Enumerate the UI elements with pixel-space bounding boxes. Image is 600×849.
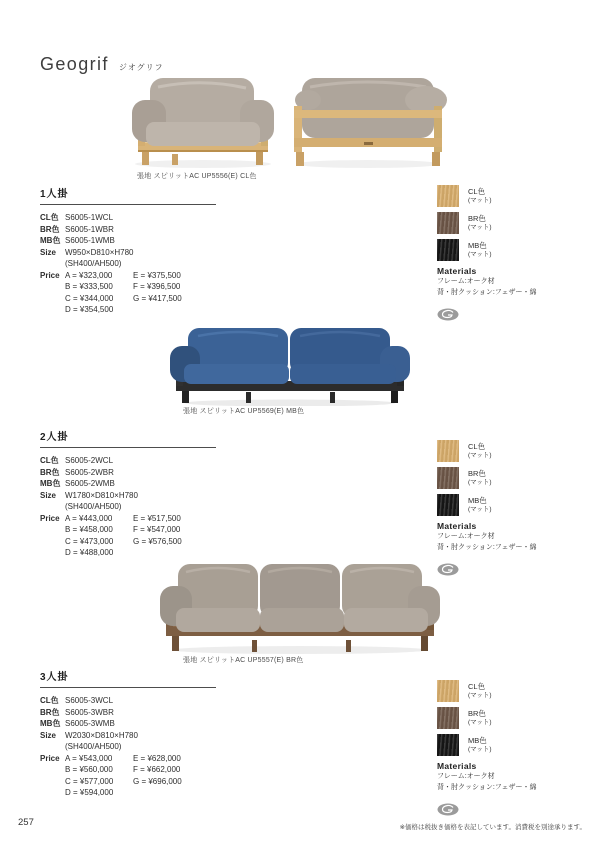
material-line: フレーム:オーク材	[437, 278, 495, 285]
product-photo-3seater	[156, 560, 444, 654]
code-row: BR色 S6005-2WBR	[40, 467, 114, 477]
material-line: フレーム:オーク材	[437, 773, 495, 780]
material-line: 背・肘クッション:フェザー・綿	[437, 544, 537, 551]
page-number: 257	[18, 817, 34, 828]
code-row: BR色 S6005-3WBR	[40, 707, 114, 717]
code-row: CL色 S6005-2WCL	[40, 456, 114, 465]
code-row: MB色 S6005-2WMB	[40, 479, 115, 488]
wood-swatch-cl	[437, 680, 459, 702]
sofa-3seater-image	[156, 560, 444, 654]
wood-swatch-mb	[437, 494, 459, 516]
wood-swatch-br	[437, 212, 459, 234]
material-line: 背・肘クッション:フェザー・綿	[437, 289, 537, 296]
upholstery-caption-2: 張地 スピリットAC UP5569(E) MB色	[183, 408, 305, 415]
materials-title: Materials	[437, 521, 477, 531]
size-row: Size W1780×D810×H780 (SH400/AH500)	[40, 490, 138, 511]
section-heading-3seater: 3人掛	[40, 668, 216, 688]
footer-tax-note: ※価格は税抜き価格を表記しています。消費税を別途承ります。	[399, 824, 586, 831]
product-photo-1seater	[128, 76, 451, 168]
page-header	[40, 54, 164, 75]
swatch-row-mb: MB色 (マット)	[437, 494, 569, 516]
swatch-row-cl: CL色 (マット)	[437, 185, 569, 207]
wood-swatch-cl	[437, 440, 459, 462]
price-row: Price A = ¥443,000 E = ¥517,500 B = ¥458,000 F = ¥547,000 C = ¥473,000 G = ¥576,500 D = ¥488,000	[40, 513, 182, 557]
code-row: CL色 S6005-1WCL	[40, 213, 114, 222]
swatch-row-cl: CL色 (マット)	[437, 440, 569, 462]
swatch-row-cl: CL色 (マット)	[437, 680, 569, 702]
product-title-kana: ジオグリフ	[118, 63, 164, 72]
swatch-row-br: BR色 (マット)	[437, 212, 569, 234]
color-swatches-1	[437, 185, 569, 326]
spec-2seater	[40, 428, 216, 559]
brand-mark-icon	[437, 803, 569, 821]
price-row: Price A = ¥323,000 E = ¥375,500 B = ¥333,500 F = ¥396,500 C = ¥344,000 G = ¥417,500 D = ¥354,500	[40, 270, 182, 314]
wood-swatch-br	[437, 467, 459, 489]
wood-swatch-mb	[437, 239, 459, 261]
code-row: MB色 S6005-3WMB	[40, 719, 115, 728]
brand-mark-icon	[437, 308, 569, 326]
wood-swatch-cl	[437, 185, 459, 207]
product-photo-2seater	[168, 326, 412, 406]
material-line: 背・肘クッション:フェザー・綿	[437, 784, 537, 791]
swatch-row-br: BR色 (マット)	[437, 467, 569, 489]
size-row: Size W2030×D810×H780 (SH400/AH500)	[40, 730, 138, 751]
armchair-back-image	[286, 76, 451, 168]
armchair-front-image	[128, 76, 278, 168]
price-row: Price A = ¥543,000 E = ¥628,000 B = ¥560,000 F = ¥662,000 C = ¥577,000 G = ¥696,000 D = ¥594,000	[40, 753, 182, 797]
swatch-row-br: BR色 (マット)	[437, 707, 569, 729]
section-heading-2seater: 2人掛	[40, 428, 216, 448]
code-row: CL色 S6005-3WCL	[40, 696, 114, 705]
material-line: フレーム:オーク材	[437, 533, 495, 540]
code-row: BR色 S6005-1WBR	[40, 224, 114, 234]
upholstery-caption-3: 張地 スピリットAC UP5557(E) BR色	[183, 657, 304, 664]
upholstery-caption-1: 張地 スピリットAC UP5556(E) CL色	[137, 173, 257, 180]
materials-title: Materials	[437, 266, 477, 276]
swatch-row-mb: MB色 (マット)	[437, 239, 569, 261]
swatch-row-mb: MB色 (マット)	[437, 734, 569, 756]
color-swatches-3	[437, 680, 569, 821]
spec-3seater	[40, 668, 216, 799]
product-title: Geogrif	[40, 54, 109, 74]
section-heading-1seater: 1人掛	[40, 185, 216, 205]
color-swatches-2	[437, 440, 569, 581]
brand-mark-icon	[437, 563, 569, 581]
wood-swatch-mb	[437, 734, 459, 756]
materials-title: Materials	[437, 761, 477, 771]
size-row: Size W950×D810×H780 (SH400/AH500)	[40, 247, 134, 268]
sofa-2seater-image	[168, 326, 412, 406]
code-row: MB色 S6005-1WMB	[40, 236, 115, 245]
spec-1seater	[40, 185, 216, 316]
wood-swatch-br	[437, 707, 459, 729]
